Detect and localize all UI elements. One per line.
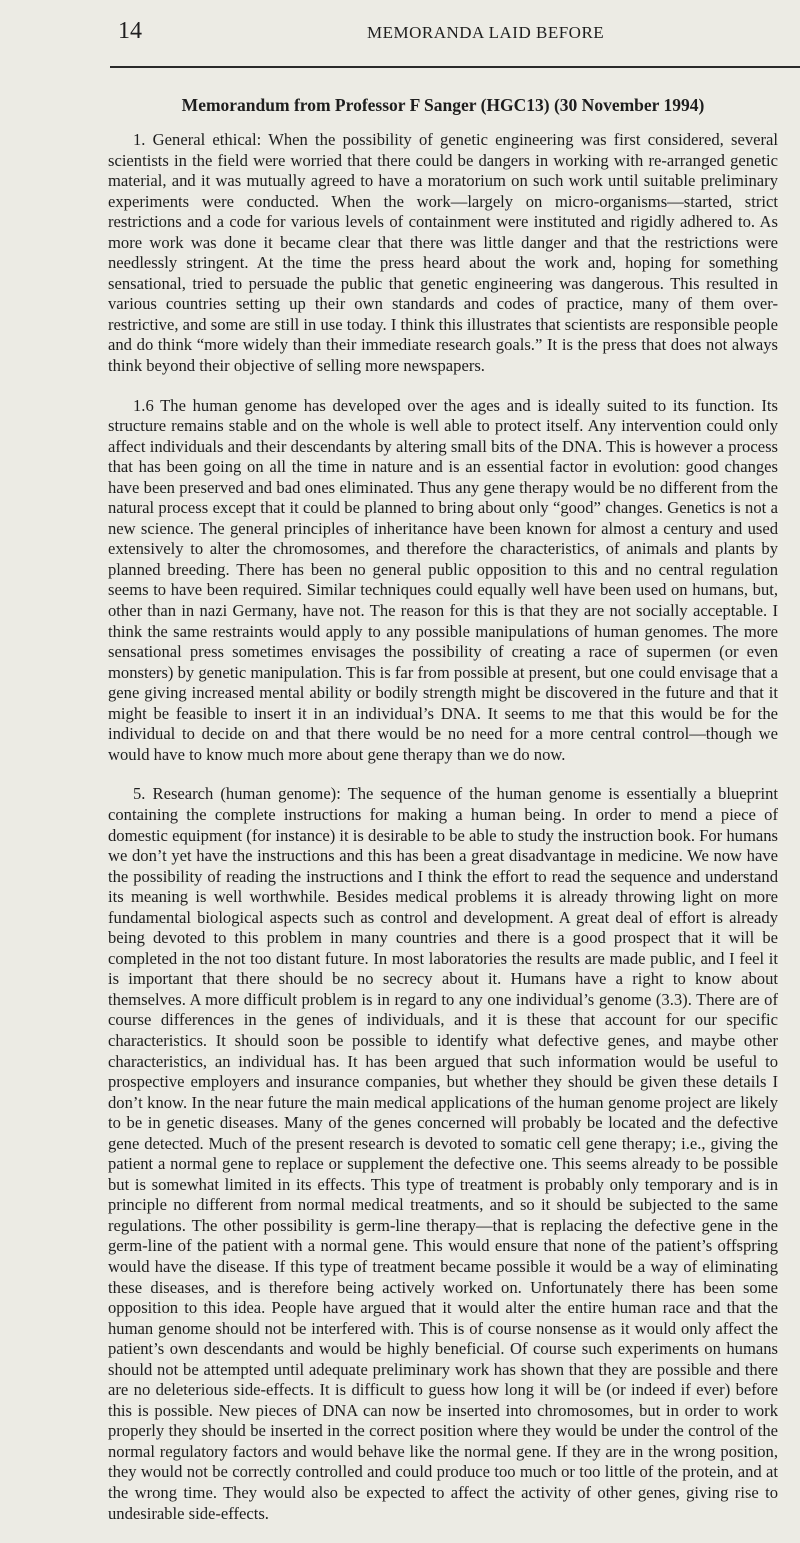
paragraph-human-genome: 1.6 The human genome has developed over the ages and is ideally suited to its function. Its structure remains stable and on the whole is well able to protect itself. Any intervention could only affect individuals and their descendants by altering small bits of the DNA. This is however a process that has been going on all the time in nature and is an essential factor in evolution: good changes have been preserved and bad ones eliminated. Thus any gene therapy would be no different from the natural process except that it could be planned to bring about only “good” changes. Genetics is not a new science. The general principles of inheritance have been known for almost a century and used extensively to alter the chromosomes, and therefore the characteristics, of animals and plants by planned breeding. There has been no general public opposition to this and no central regulation seems to have been required. Similar techniques could equally well have been used on humans, but, other than in nazi Germany, have not. The reason for this is that they are not socially acceptable. I think the same restraints would apply to any possible manipulations of human genomes. The more sensational press sometimes envisages the possibility of creating a race of supermen (or even monsters) by genetic manipulation. This is far from possible at present, but one could envisage that a gene giving increased mental ability or bodily strength might be discovered in the future and that it might be feasible to insert it in an individual’s DNA. It seems to me that this would be for the individual to decide on and that there would be no need for a more central control—though we would have to know much more about gene therapy than we do now.: [108, 395, 778, 764]
memorandum-body: [108, 92, 778, 1543]
paragraph-research-human-genome: 5. Research (human genome): The sequence of the human genome is essentially a blueprint containing the complete instructions for making a human being. In order to mend a piece of domestic equipment (for instance) it is desirable to be able to study the instruction book. For humans we don’t yet have the instructions and this has been a great disadvantage in medicine. We now have the possibility of reading the instructions and I think the effort to read the sequence and understand its meaning is well worthwhile. Besides medical problems it is already throwing light on more fundamental biological aspects such as control and development. A great deal of effort is already being devoted to this problem in many countries and there is a good prospect that it will be completed in the not too distant future. In most laboratories the results are made public, and I feel it is important that there should be no secrecy about it. Humans have a right to know about themselves. A more difficult problem is in regard to any one individual’s genome (3.3). There are of course differences in the genes of individuals, and it is these that account for our specific characteristics. It should soon be possible to identify what defective genes, and maybe other characteristics, an individual has. It has been argued that such information would be useful to prospective employers and insurance companies, but whether they should be given these details I don’t know. In the near future the main medical applications of the human genome project are likely to be in genetic diseases. Many of the genes concerned will probably be located and the defective gene detected. Much of the present research is devoted to somatic cell gene therapy; i.e., giving the patient a normal gene to replace or supplement the defective one. This seems already to be possible but is somewhat limited in its effects. This type of treatment is probably only temporary and is in principle no different from normal medical treatments, and so it should be subjected to the same regulations. The other possibility is germ-line therapy—that is replacing the defective gene in the germ-line of the patient with a normal gene. This would ensure that none of the patient’s offspring would have the disease. If this type of treatment became possible it would be a way of eliminating these diseases, and is therefore being actively worked on. Unfortunately there has been some opposition to this idea. People have argued that it would alter the entire human race and that the human genome should not be interfered with. This is of course nonsense as it would only affect the patient’s own descendants and would be highly beneficial. Of course such experiments on humans should not be attempted until adequate preliminary work has shown that they are possible and there are no deleterious side-effects. It is difficult to guess how long it will be (or indeed if ever) before this is possible. New pieces of DNA can now be inserted into chromosomes, but in order to work properly they should be inserted in the correct position where they would be under the control of the normal regulatory factors and would behave like the normal gene. If they are in the wrong position, they would not be correctly controlled and could produce too much or too little of the protein, and at the wrong time. They would also be expected to affect the activity of other genes, giving rise to undesirable side-effects.: [108, 784, 778, 1523]
memorandum-title: Memorandum from Professor F Sanger (HGC13) (30 November 1994): [181, 95, 705, 115]
page-number: 14: [118, 18, 142, 44]
paragraph-general-ethical: 1. General ethical: When the possibility of genetic engineering was first considered, several scientists in the field were worried that there could be dangers in working with re-arranged genetic material, and it was mutually agreed to have a moratorium on such work until suitable preliminary experiments were conducted. When the work—largely on micro-organisms—started, strict restrictions and a code for various levels of containment were instituted and rigidly adhered to. As more work was done it became clear that there was little danger and that the restrictions were needlessly stringent. At the time the press heard about the work and, hoping for something sensational, tried to persuade the public that genetic engineering was dangerous. This resulted in various countries setting up their own standards and codes of practice, many of them over-restrictive, and some are still in use today. I think this illustrates that scientists are responsible people and do think “more widely than their immediate research goals.” It is the press that does not always think beyond their objective of selling more newspapers.: [108, 130, 778, 376]
running-head: MEMORANDA LAID BEFORE: [367, 23, 605, 42]
page-header: [0, 0, 800, 76]
header-divider: [110, 66, 800, 68]
